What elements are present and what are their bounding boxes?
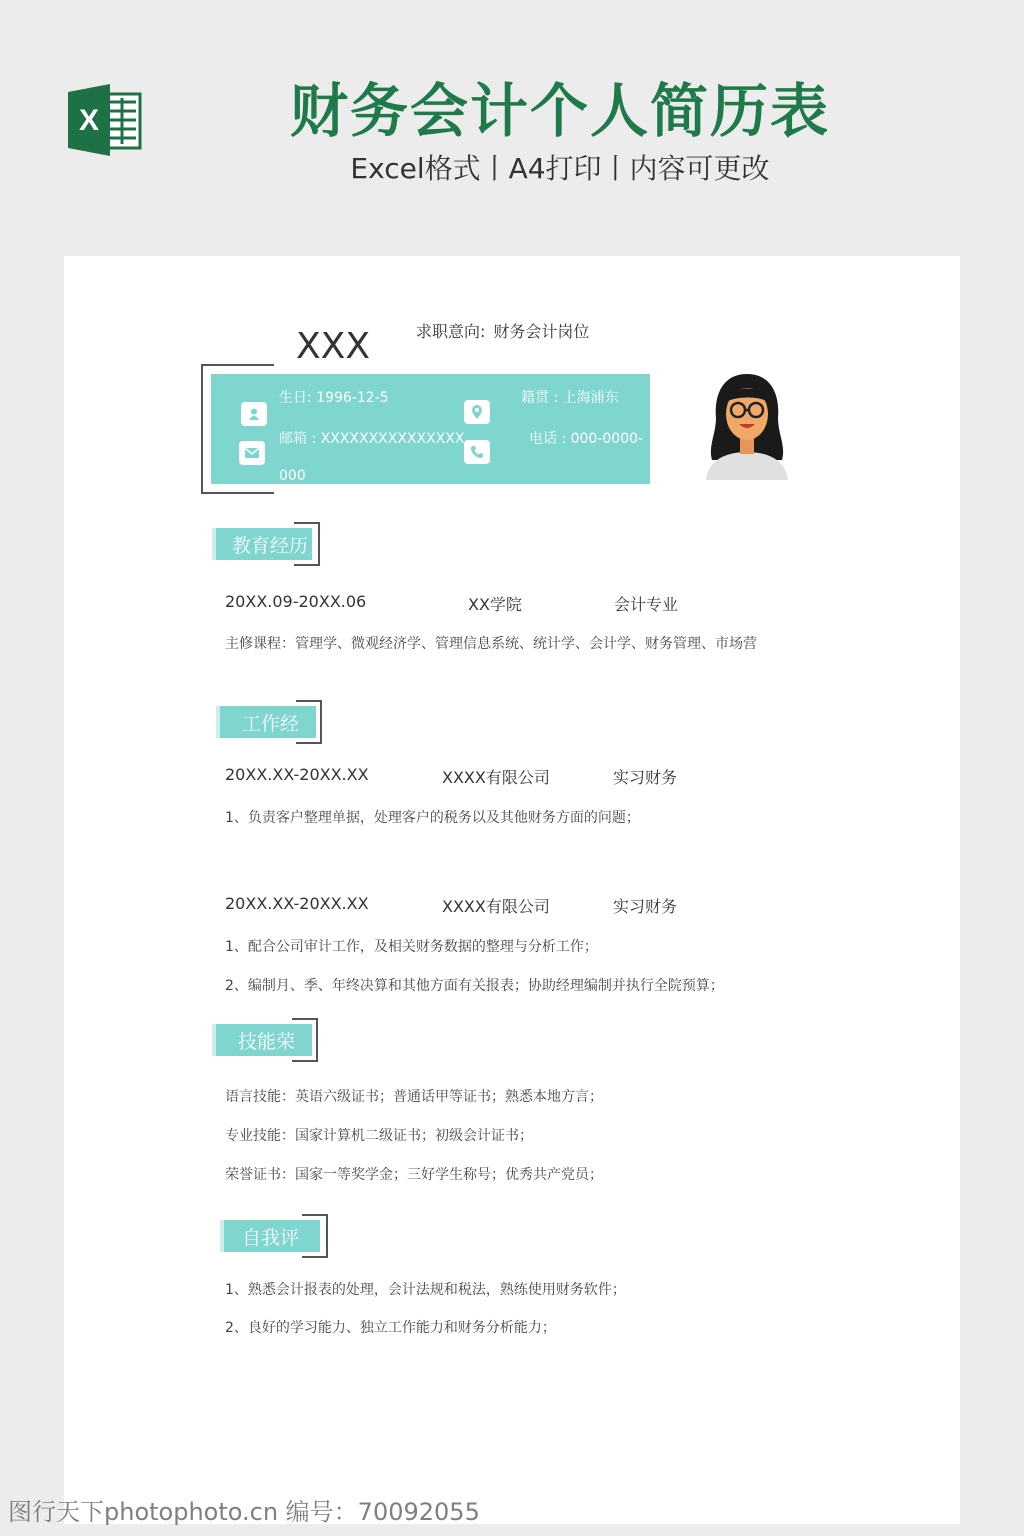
edu-school: XX学院 bbox=[468, 595, 522, 614]
section-work-title: 工作经 bbox=[242, 713, 300, 735]
skill-item: 荣誉证书：国家一等奖学金；三好学生称号；优秀共产党员； bbox=[225, 1167, 603, 1183]
work-duty: 2、编制月、季、年终决算和其他方面有关报表；协助经理编制并执行全院预算； bbox=[225, 978, 724, 994]
section-education-title: 教育经历 bbox=[232, 535, 309, 557]
person-icon bbox=[241, 402, 267, 426]
edu-period: 20XX.09-20XX.06 bbox=[225, 592, 367, 611]
self-eval-item: 2、良好的学习能力、独立工作能力和财务分析能力； bbox=[225, 1320, 556, 1336]
mail-icon bbox=[239, 441, 265, 465]
work-company: XXXX有限公司 bbox=[442, 897, 550, 916]
work-period: 20XX.XX-20XX.XX bbox=[225, 765, 369, 784]
info-bar bbox=[211, 374, 650, 484]
svg-text:X: X bbox=[78, 104, 100, 137]
job-intention-value: 财务会计岗位 bbox=[493, 322, 590, 341]
phone-continuation: 000 bbox=[279, 468, 306, 484]
edu-courses: 主修课程：管理学、微观经济学、管理信息系统、统计学、会计学、财务管理、市场营 bbox=[225, 636, 757, 652]
phone: 电话 : 000-0000- bbox=[529, 431, 644, 447]
work-role: 实习财务 bbox=[613, 768, 678, 787]
page-title: 财务会计个人简历表 bbox=[289, 77, 830, 145]
section-self-eval-title: 自我评 bbox=[242, 1227, 300, 1249]
watermark: 图行天下photophoto.cn 编号：70092055 bbox=[8, 1498, 480, 1526]
section-skills bbox=[216, 1018, 320, 1062]
work-duty: 1、配合公司审计工作，及相关财务数据的整理与分析工作； bbox=[225, 939, 598, 955]
work-role: 实习财务 bbox=[613, 897, 678, 916]
phone-icon bbox=[464, 440, 490, 464]
birth-date: 生日: 1996-12-5 bbox=[279, 390, 389, 406]
candidate-name: XXX bbox=[296, 326, 370, 367]
job-intention-label: 求职意向: bbox=[416, 322, 486, 341]
work-company: XXXX有限公司 bbox=[442, 768, 550, 787]
self-eval-item: 1、熟悉会计报表的处理，会计法规和税法，熟练使用财务软件； bbox=[225, 1282, 626, 1298]
work-period: 20XX.XX-20XX.XX bbox=[225, 894, 369, 913]
section-skills-title: 技能荣 bbox=[238, 1031, 296, 1053]
edu-major: 会计专业 bbox=[614, 595, 679, 614]
skill-item: 专业技能：国家计算机二级证书；初级会计证书； bbox=[225, 1128, 533, 1144]
work-duty: 1、负责客户整理单据，处理客户的税务以及其他财务方面的问题； bbox=[225, 810, 640, 826]
excel-logo-icon bbox=[66, 84, 144, 156]
job-intention bbox=[416, 318, 596, 346]
email: 邮箱 : XXXXXXXXXXXXXXX bbox=[279, 431, 465, 447]
page-subtitle: Excel格式丨A4打印丨内容可更改 bbox=[350, 152, 770, 185]
skill-item: 语言技能：英语六级证书；普通话甲等证书；熟悉本地方言； bbox=[225, 1089, 603, 1105]
section-education bbox=[216, 522, 320, 566]
avatar bbox=[702, 368, 792, 480]
section-work bbox=[220, 700, 320, 744]
section-self-eval bbox=[224, 1214, 324, 1258]
resume-sheet bbox=[64, 256, 960, 1524]
location-icon bbox=[464, 400, 490, 424]
native-place: 籍贯 : 上海浦东 bbox=[521, 390, 619, 406]
